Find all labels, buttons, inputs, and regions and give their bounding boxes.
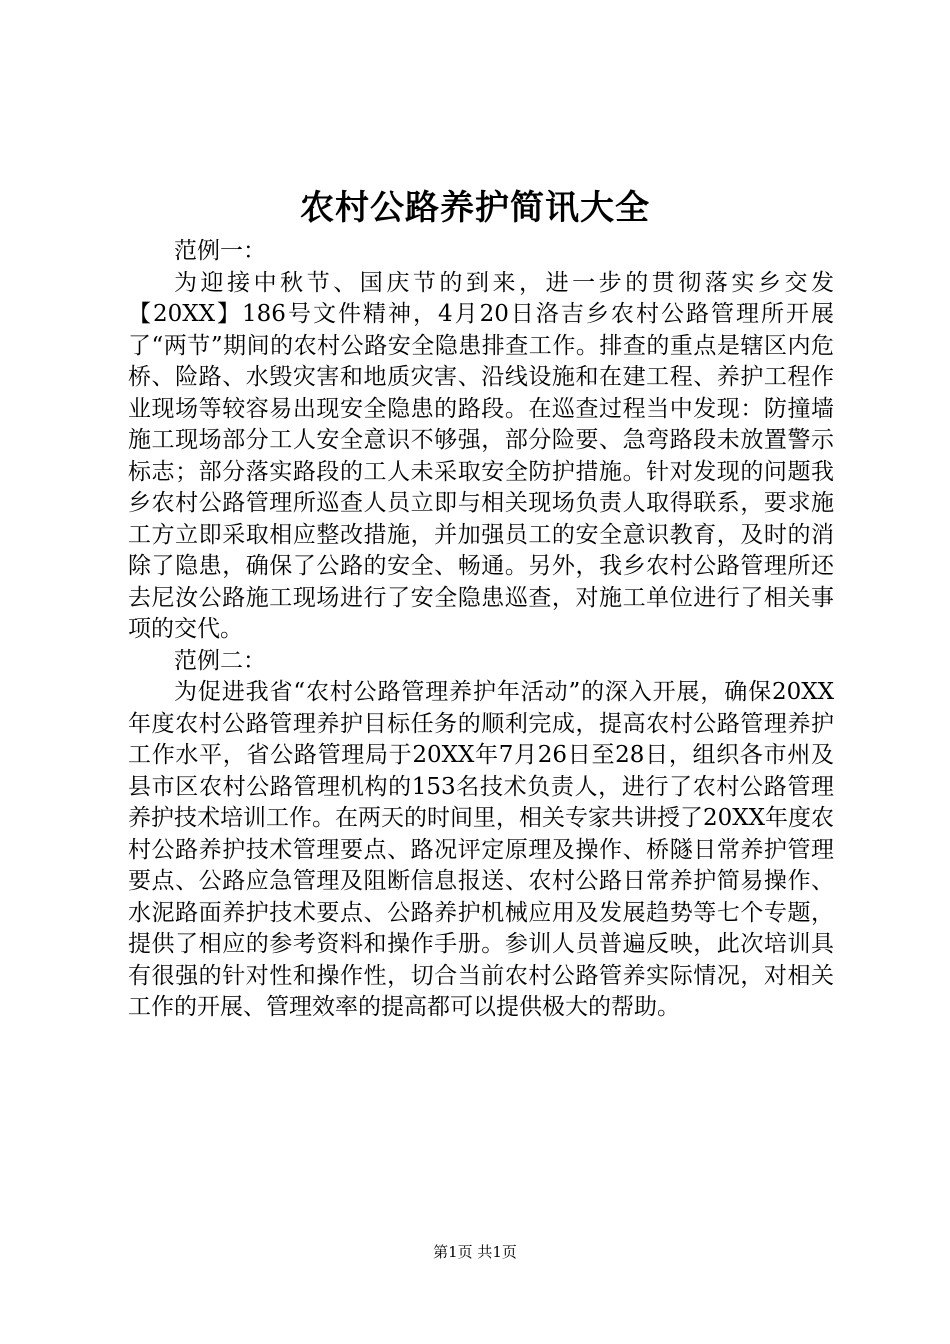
- section-heading-example-2: 范例二：: [174, 647, 266, 674]
- document-title: 农村公路养护简讯大全: [300, 188, 650, 228]
- paragraph-example-2: 为促进我省“农村公路管理养护年活动”的深入开展，确保20XX年度农村公路管理养护目标任务的顺利完成，提高农村公路管理养护工作水平，省公路管理局于20XX年7月26日至28日，组织各市州及县市区农村公路管理机构的153名技术负责人，进行了农村公路管理养护技术培训工作。在两天的时间里，相关专家共讲授了20XX年度农村公路养护技术管理要点、路况评定原理及操作、桥隧日常养护管理要点、公路应急管理及阻断信息报送、农村公路日常养护简易操作、水泥路面养护技术要点、公路养护机械应用及发展趋势等七个专题，提供了相应的参考资料和操作手册。参训人员普遍反映，此次培训具有很强的针对性和操作性，切合当前农村公路管养实际情况，对相关工作的开展、管理效率的提高都可以提供极大的帮助。: [128, 679, 835, 1020]
- section-heading-example-1: 范例一：: [174, 238, 266, 264]
- document-body: [128, 236, 834, 1024]
- paragraph-example-1: 为迎接中秋节、国庆节的到来，进一步的贯彻落实乡交发【20XX】186号文件精神，4月20日洛吉乡农村公路管理所开展了“两节”期间的农村公路安全隐患排查工作。排查的重点是辖区内危桥、险路、水毁灾害和地质灾害、沿线设施和在建工程、养护工程作业现场等较容易出现安全隐患的路段。在巡查过程当中发现：防撞墙施工现场部分工人安全意识不够强，部分险要、急弯路段未放置警示标志；部分落实路段的工人未采取安全防护措施。针对发现的问题我乡农村公路管理所巡查人员立即与相关现场负责人取得联系，要求施工方立即采取相应整改措施，并加强员工的安全意识教育，及时的消除了隐患，确保了公路的安全、畅通。另外，我乡农村公路管理所还去尼汝公路施工现场进行了安全隐患巡查，对施工单位进行了相关事项的交代。: [128, 269, 834, 642]
- page-number-footer: 第1页 共1页: [433, 1243, 517, 1261]
